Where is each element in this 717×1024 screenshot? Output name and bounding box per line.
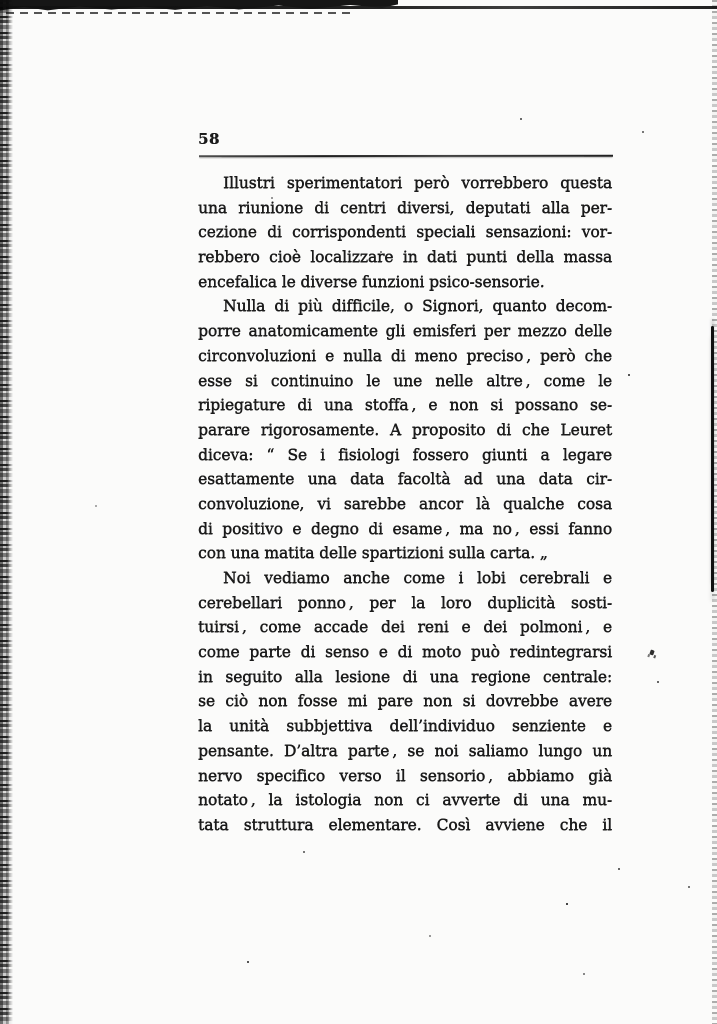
page-number: 58 [198, 130, 220, 148]
text-line: cerebellari ponno , per la loro duplicità sosti- [198, 593, 612, 612]
scan-artifact-right-line [711, 326, 714, 592]
text-line: Nulla di più difficile, o Signori, quanto decom- [223, 297, 612, 316]
text-line: se ciò non fosse mi pare non si dovrebbe avere [198, 692, 612, 711]
text-line: convoluzione, vi sarebbe ancor là qualche cosa [198, 494, 612, 513]
text-line: diceva: “ Se i fisiologi fossero giunti a legare [198, 445, 612, 464]
text-line: nervo specifico verso il sensorio , abbiamo già [198, 766, 612, 785]
text-line: con una matita delle spartizioni sulla carta. „ [198, 544, 548, 563]
text-line: esse si continuino le une nelle altre , come le [198, 371, 612, 390]
text-line: rebbero cioè localizzare in dati punti della massa [198, 248, 612, 267]
text-line: una riunione di centri diversi, deputati alla per- [198, 198, 612, 217]
scan-artifact-top-dash [6, 12, 351, 14]
text-line: la unità subbjettiva dell’individuo senziente e [198, 717, 612, 736]
text-line: circonvoluzioni e nulla di meno preciso , però che [198, 346, 612, 365]
text-line: Noi vediamo anche come i lobi cerebrali e [223, 569, 612, 587]
text-line: in seguito alla lesione di una regione centrale: [198, 667, 612, 686]
text-line: parare rigorosamente. A proposito di che Leuret [198, 420, 612, 439]
scan-artifact-left-edge [0, 0, 13, 1024]
scan-artifact-top-line [0, 6, 717, 9]
text-line: ripiegature di una stoffa , e non si possano se- [198, 396, 612, 415]
text-line: di positivo e degno di esame , ma no , essi fanno [198, 519, 612, 538]
text-line: notato , la istologia non ci avverte di una mu- [198, 791, 612, 810]
text-line: porre anatomicamente gli emisferi per mezzo delle [198, 322, 612, 341]
header-rule [199, 155, 613, 158]
text-line: tuirsi , come accade dei reni e dei polmoni , e [198, 618, 612, 637]
text-line: esattamente una data facoltà ad una data cir- [198, 470, 612, 489]
text-line: Illustri sperimentatori però vorrebbero questa [223, 174, 612, 192]
scan-artifact-specks [0, 0, 2, 2]
page-text [198, 171, 612, 838]
text-line: tata struttura elementare. Così avviene che il [198, 815, 612, 834]
text-line: pensante. D’altra parte , se noi saliamo lungo un [198, 741, 612, 760]
text-line: encefalica le diverse funzioni psico-sensorie. [198, 272, 545, 291]
text-line: come parte di senso e di moto può redintegrarsi [198, 643, 612, 662]
text-line: cezione di corrispondenti speciali sensazioni: vor- [198, 223, 612, 242]
scan-artifact-speck-cluster [649, 649, 654, 655]
